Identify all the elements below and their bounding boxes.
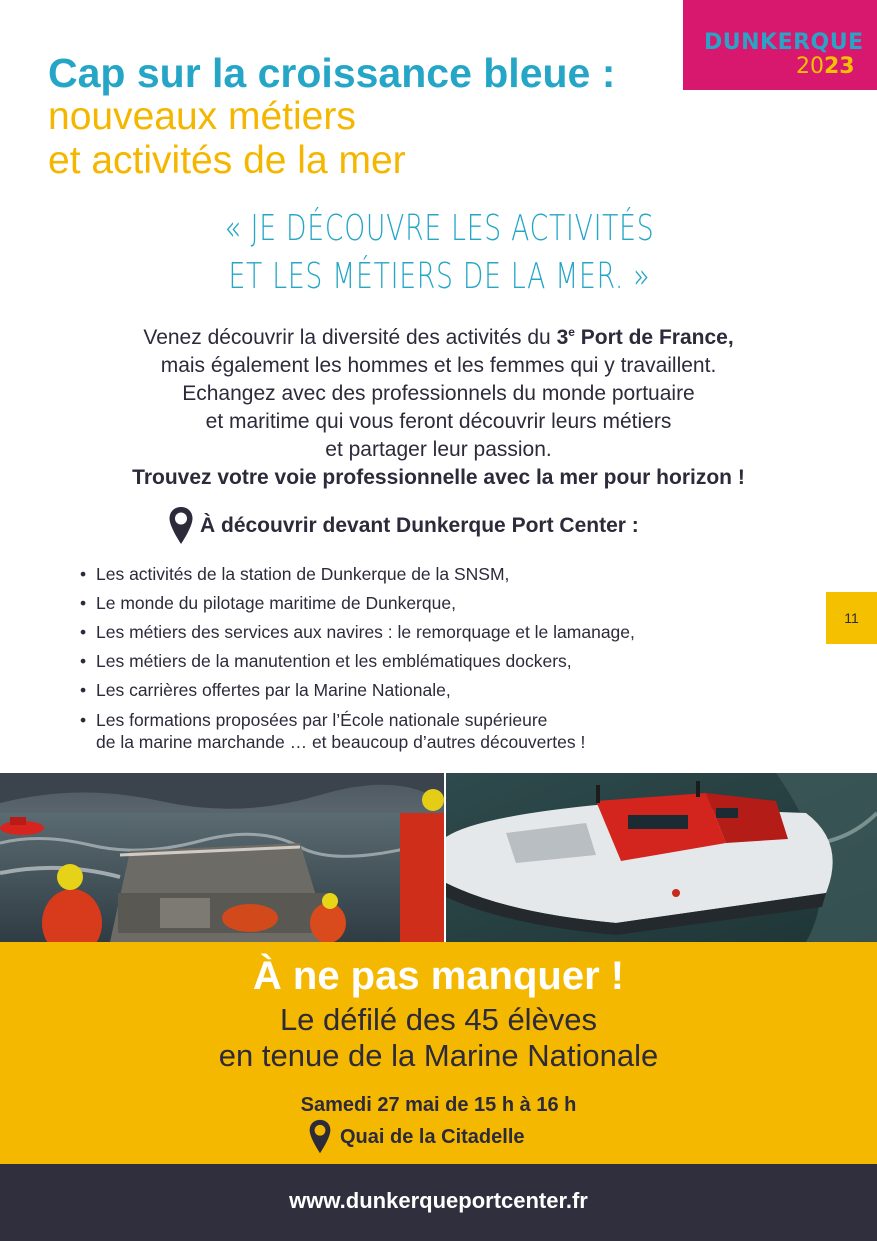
photo-rescue-crew — [0, 773, 444, 942]
intro-paragraph — [0, 318, 877, 492]
list-item: • Le monde du pilotage maritime de Dunkerque, — [80, 589, 635, 618]
footer-bar — [0, 1164, 877, 1241]
list-item-line-2: de la marine marchande … et beaucoup d’autres découvertes ! — [96, 732, 586, 752]
page-number: 11 — [844, 610, 859, 626]
intro-line-4: et maritime qui vous feront découvrir leurs métiers — [205, 410, 672, 433]
list-item-line-1: • Les formations proposées par l’École nationale supérieure — [96, 710, 548, 730]
highlight-subtitle-line-2: en tenue de la Marine Nationale — [218, 1038, 659, 1073]
event-badge — [683, 0, 877, 90]
list-item: • Les activités de la station de Dunkerque de la SNSM, — [80, 560, 635, 589]
intro-rank-number: 3 — [556, 326, 569, 349]
quote-line-1: « JE DÉCOUVRE LES ACTIVITÉS — [224, 208, 655, 249]
photo-rescue-boat — [446, 773, 877, 942]
list-item: • Les métiers de la manutention et les emblématiques dockers, — [80, 647, 635, 676]
discover-label: À découvrir devant Dunkerque Port Center : — [200, 514, 639, 537]
intro-line-1-text: Venez découvrir la diversité des activités du — [143, 326, 557, 349]
highlight-panel — [0, 942, 877, 1164]
quote-line-2: ET LES MÉTIERS DE LA MER. » — [228, 256, 651, 297]
location-pin-icon — [308, 1119, 332, 1155]
activities-list — [80, 560, 635, 753]
highlight-date: Samedi 27 mai de 15 h à 16 h — [300, 1094, 577, 1116]
badge-city: DUNKERQUE — [704, 30, 864, 55]
highlight-place-label: Quai de la Citadelle — [340, 1125, 525, 1148]
intro-line-2: mais également les hommes et les femmes qui y travaillent. — [160, 354, 717, 377]
intro-line-5: et partager leur passion. — [325, 438, 552, 461]
website-link[interactable]: www.dunkerqueportcenter.fr — [289, 1188, 588, 1213]
highlight-place — [308, 1118, 525, 1156]
intro-port-rank — [557, 326, 734, 349]
page-title-line-2: nouveaux métiers — [48, 95, 356, 138]
list-item: • Les carrières offertes par la Marine Nationale, — [80, 676, 635, 705]
badge-year — [796, 54, 855, 79]
location-pin-icon — [168, 506, 194, 546]
page-title-line-3: et activités de la mer — [48, 139, 406, 182]
intro-line-1 — [0, 318, 877, 352]
list-item: • Les métiers des services aux navires : le remorquage et le lamanage, — [80, 618, 635, 647]
page-title-line-1: Cap sur la croissance bleue : — [48, 50, 616, 96]
page-number-tab — [826, 592, 877, 644]
highlight-heading: À ne pas manquer ! — [252, 954, 625, 998]
intro-line-6: Trouvez votre voie professionnelle avec la mer pour horizon ! — [132, 466, 745, 489]
intro-rank-suffix: e — [568, 325, 575, 339]
list-item — [80, 709, 635, 753]
intro-line-3: Echangez avec des professionnels du monde portuaire — [182, 382, 695, 405]
intro-port-name: Port de France, — [574, 326, 734, 349]
discover-heading — [168, 505, 639, 547]
badge-year-prefix: 20 — [796, 54, 824, 79]
badge-year-suffix: 23 — [824, 54, 855, 79]
highlight-subtitle-line-1: Le défilé des 45 élèves — [279, 1002, 598, 1037]
